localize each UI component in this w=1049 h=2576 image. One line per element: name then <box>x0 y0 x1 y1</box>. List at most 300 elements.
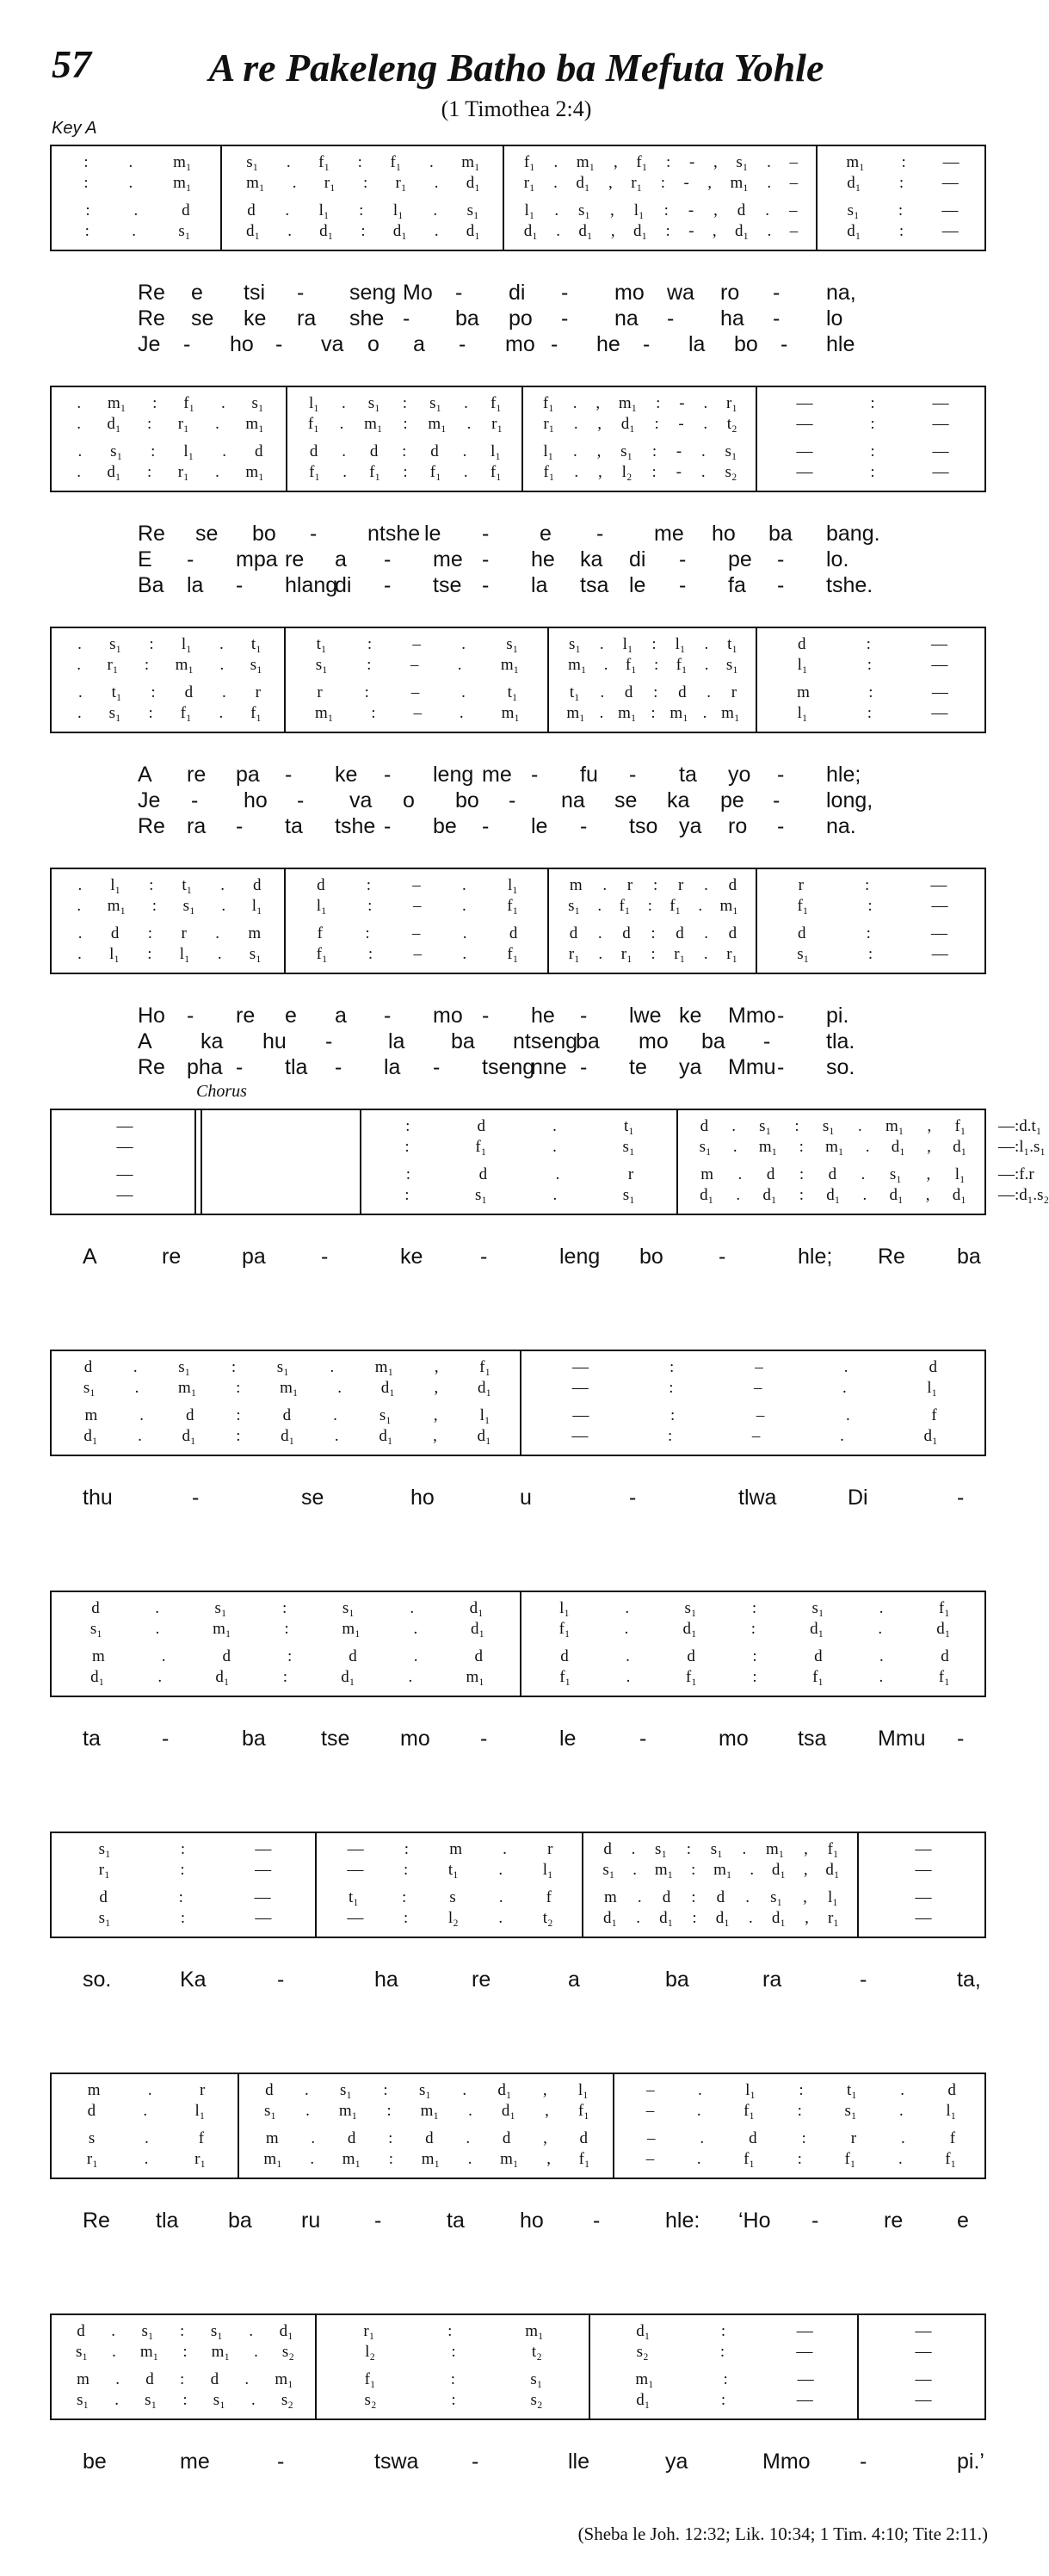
solfa-token: - <box>688 153 695 171</box>
solfa-token: s₁ <box>264 2102 277 2120</box>
solfa-token: d₁ <box>279 2322 293 2340</box>
solfa-token: m₁ <box>466 1668 484 1686</box>
solfa-token: d <box>737 201 746 219</box>
measure-notes <box>64 2081 229 2100</box>
lyric-syllable: le <box>559 1727 577 1751</box>
solfa-token: , <box>434 1358 439 1376</box>
solfa-token: d₁ <box>281 1427 295 1445</box>
solfa-token: – <box>645 2102 655 2120</box>
measure-notes <box>688 1138 978 1157</box>
solfa-token: s₁ <box>684 1599 697 1617</box>
hymn-number: 57 <box>52 42 91 86</box>
solfa-token: — <box>942 153 960 171</box>
measure-notes <box>532 1379 978 1398</box>
solfa-token: . <box>77 415 81 433</box>
solfa-token: s₁ <box>214 1599 227 1617</box>
solfa-token: s₁ <box>655 1840 668 1858</box>
solfa-token: f₁ <box>309 463 321 481</box>
solfa-token: : <box>451 2391 456 2409</box>
solfa-token: . <box>304 2081 309 2099</box>
solfa-token: – <box>413 945 423 963</box>
solfa-token: : <box>719 2343 725 2361</box>
solfa-token: : <box>868 683 873 701</box>
voice-part-line <box>52 897 984 917</box>
solfa-token: . <box>861 1165 866 1183</box>
lyric-syllable: - <box>773 788 781 812</box>
solfa-token: — <box>116 1165 133 1183</box>
solfa-token: m₁ <box>576 153 595 171</box>
measure-notes <box>688 1165 978 1184</box>
solfa-token: l₁ <box>577 2081 589 2099</box>
solfa-token: l₁ <box>675 635 686 653</box>
measure-notes <box>64 2102 229 2121</box>
lyric-syllable: tlwa <box>738 1486 777 1510</box>
solfa-token: . <box>462 442 467 460</box>
solfa-token: d₁ <box>466 174 480 192</box>
solfa-token: s₁ <box>822 1117 835 1135</box>
solfa-token: l₂ <box>447 1909 459 1927</box>
solfa-token: . <box>603 656 608 674</box>
solfa-token: m₁ <box>501 704 520 722</box>
measure-notes <box>64 876 275 895</box>
solfa-token: . <box>858 1117 862 1135</box>
measure-notes <box>250 2150 604 2169</box>
measure-notes <box>232 153 494 172</box>
solfa-token: : <box>359 201 364 219</box>
lyric-syllable: la <box>384 1055 401 1079</box>
lyric-syllable: - <box>384 573 392 597</box>
solfa-token: s₁ <box>530 2370 543 2388</box>
lyric-syllable: yo <box>728 763 751 787</box>
solfa-token: . <box>77 683 83 701</box>
solfa-token: — <box>931 704 948 722</box>
measure-notes <box>64 1620 511 1639</box>
solfa-token: s₁ <box>77 2391 89 2409</box>
solfa-token: m <box>700 1165 714 1183</box>
lyric-syllable: ho <box>520 2208 544 2233</box>
lyric-syllable: - <box>860 2449 867 2474</box>
lyric-syllable: a <box>335 1004 347 1028</box>
voice-part-line <box>52 1358 984 1379</box>
solfa-token: : <box>665 222 670 240</box>
solfa-token: . <box>600 683 605 701</box>
solfa-token: f₁ <box>844 2150 856 2168</box>
music-system <box>50 868 986 974</box>
solfa-token: , <box>433 1406 438 1424</box>
measure-notes <box>372 1138 668 1157</box>
solfa-token: s₁ <box>429 394 442 412</box>
solfa-token: s₁ <box>250 656 262 674</box>
solfa-token: f₁ <box>429 463 441 481</box>
solfa-token: f₁ <box>744 2150 756 2168</box>
solfa-token: s₁ <box>759 1117 772 1135</box>
solfa-token: : <box>666 153 671 171</box>
lyric-syllable: - <box>335 1055 342 1079</box>
solfa-token: : <box>182 2343 188 2361</box>
solfa-token: — <box>941 174 959 192</box>
solfa-token: f₁ <box>542 394 554 412</box>
solfa-token: : <box>865 876 870 894</box>
lyric-syllable: re <box>285 547 305 571</box>
solfa-token: f₁ <box>577 2102 589 2120</box>
solfa-token: . <box>552 1138 557 1156</box>
solfa-token: . <box>745 1888 750 1906</box>
solfa-token: m₁ <box>211 2343 231 2361</box>
lyric-syllable: - <box>580 814 588 838</box>
solfa-token: . <box>632 1861 637 1879</box>
lyric-syllable: se <box>301 1486 324 1510</box>
measure-notes <box>594 1861 848 1880</box>
solfa-token: f₁ <box>954 1117 966 1135</box>
lyric-syllable: o <box>403 788 415 812</box>
solfa-token: m₁ <box>566 704 585 722</box>
lyric-syllable: Re <box>138 814 165 838</box>
measure-notes <box>64 222 212 241</box>
solfa-token: m₁ <box>719 897 738 915</box>
solfa-token: . <box>249 2322 254 2340</box>
solfa-token: f₁ <box>744 2102 756 2120</box>
solfa-token: d₁ <box>735 222 750 240</box>
solfa-token: . <box>292 174 297 192</box>
solfa-token: m₁ <box>721 704 740 722</box>
voice-part-line <box>52 1909 984 1930</box>
measure-notes <box>296 704 539 723</box>
solfa-token: . <box>134 1379 139 1397</box>
solfa-token: : <box>404 1186 410 1204</box>
lyric-syllable: ta <box>679 763 697 787</box>
solfa-token: : <box>867 945 873 963</box>
solfa-token: . <box>631 1840 636 1858</box>
solfa-token: : <box>182 2391 188 2409</box>
lyric-syllable: ba <box>701 1029 725 1053</box>
lyric-syllable: tsa <box>580 573 609 597</box>
lyric-syllable: mo <box>639 1029 669 1053</box>
solfa-token: : <box>149 635 154 653</box>
solfa-token: t₁ <box>1031 1117 1042 1135</box>
solfa-token: f₁ <box>578 2150 590 2168</box>
solfa-token: : <box>752 1647 757 1665</box>
measure-notes <box>64 1358 511 1377</box>
solfa-token: . <box>749 1909 753 1927</box>
solfa-token: . <box>461 876 466 894</box>
lyric-syllable: a <box>568 1968 580 1992</box>
solfa-token: d <box>687 1647 695 1665</box>
solfa-token: m <box>569 876 583 894</box>
measure-notes <box>64 683 275 702</box>
solfa-token: s₁ <box>736 153 749 171</box>
solfa-token: : <box>366 876 372 894</box>
solfa-token: f₁ <box>685 1668 697 1686</box>
lyric-syllable: A <box>138 763 152 787</box>
solfa-token: — <box>930 635 947 653</box>
lyric-syllable: he <box>531 547 555 571</box>
voice-part-line <box>52 2102 984 2122</box>
voice-parts <box>52 1351 984 1455</box>
lyric-syllable: - <box>596 522 604 546</box>
solfa-token: m₁ <box>342 2150 361 2168</box>
music-system <box>50 2313 986 2420</box>
voice-part-line <box>52 1138 1046 1158</box>
solfa-token: d₁ <box>923 1427 938 1445</box>
lyric-syllable: she <box>349 306 385 330</box>
solfa-token: , <box>597 463 602 481</box>
solfa-token: l₁ <box>542 1861 553 1879</box>
solfa-token: m₁ <box>245 415 264 433</box>
solfa-token: : <box>364 683 369 701</box>
lyric-syllable: he <box>596 332 620 356</box>
lyric-line <box>0 2449 1033 2475</box>
solfa-token: r <box>317 683 323 701</box>
lyric-syllable: - <box>480 1727 488 1751</box>
solfa-token: — <box>796 2343 813 2361</box>
solfa-token: f₁ <box>625 656 637 674</box>
measure-notes <box>250 2129 604 2148</box>
lyric-syllable: - <box>509 788 516 812</box>
solfa-token: . <box>434 222 439 240</box>
solfa-token: r₁ <box>827 1909 839 1927</box>
solfa-token: s₁ <box>1033 1138 1046 1156</box>
solfa-token: m₁ <box>525 2322 544 2340</box>
lyric-syllable: - <box>580 1055 588 1079</box>
measure-notes <box>64 1117 186 1136</box>
lyric-syllable: lwe <box>629 1004 662 1028</box>
voice-part-line <box>52 2343 984 2363</box>
solfa-token: - <box>688 201 694 219</box>
solfa-token: . <box>698 897 703 915</box>
solfa-token: : <box>371 704 376 722</box>
solfa-token: : <box>651 463 657 481</box>
solfa-token: t₁ <box>846 2081 857 2099</box>
lyric-syllable: - <box>580 1004 588 1028</box>
solfa-token: m <box>87 2081 101 2099</box>
solfa-token: — <box>998 1138 1015 1156</box>
solfa-token: s₁ <box>249 945 262 963</box>
lyric-syllable: di <box>509 281 526 305</box>
solfa-token: s₁ <box>145 2391 157 2409</box>
solfa-token: l₁ <box>954 1165 966 1183</box>
solfa-token: l₁ <box>633 201 645 219</box>
lyric-syllable: - <box>482 522 490 546</box>
lyric-syllable: tsi <box>244 281 265 305</box>
solfa-token: d₁ <box>633 222 648 240</box>
measure-notes <box>625 2102 978 2121</box>
solfa-token: – <box>789 174 799 192</box>
lyric-syllable: pha <box>187 1055 223 1079</box>
solfa-token: r₁ <box>674 945 686 963</box>
solfa-token: , <box>713 201 718 219</box>
measure-notes <box>372 1117 668 1136</box>
solfa-token: — <box>796 394 813 412</box>
lyric-syllable: pa <box>242 1245 266 1269</box>
voice-parts <box>52 869 984 973</box>
solfa-token: r <box>850 2129 857 2147</box>
solfa-token: — <box>347 1840 364 1858</box>
measure-notes <box>869 2370 978 2389</box>
lyric-syllable: ta, <box>957 1968 981 1992</box>
solfa-token: f₁ <box>559 1668 571 1686</box>
solfa-token: : <box>723 2370 728 2388</box>
lyric-syllable: Mmu <box>728 1055 776 1079</box>
voice-part-line <box>52 174 984 195</box>
lyric-syllable: - <box>777 814 785 838</box>
solfa-token: d <box>502 2129 511 2147</box>
measure-notes <box>515 222 807 241</box>
solfa-token: l₁ <box>797 656 808 674</box>
solfa-token: . <box>767 222 772 240</box>
voice-part-line <box>52 945 984 966</box>
solfa-token: . <box>900 2081 904 2099</box>
solfa-token: . <box>1033 1186 1038 1204</box>
solfa-token: — <box>941 201 959 219</box>
solfa-token: d₁ <box>826 1186 841 1204</box>
solfa-token: . <box>704 876 708 894</box>
solfa-token: , <box>542 2081 547 2099</box>
lyric-syllable: tshe <box>335 814 376 838</box>
solfa-token: : <box>752 1668 757 1686</box>
solfa-token: . <box>215 415 219 433</box>
lyric-syllable: tswa <box>374 2449 419 2474</box>
lyric-syllable: ke <box>335 763 358 787</box>
solfa-token: . <box>157 1668 163 1686</box>
lyric-syllable: o <box>367 332 379 356</box>
measure-notes <box>559 656 747 675</box>
solfa-token: . <box>463 463 468 481</box>
solfa-token: . <box>707 683 712 701</box>
measure-notes <box>998 1186 1049 1205</box>
solfa-token: . <box>222 683 226 701</box>
solfa-token: . <box>625 1599 630 1617</box>
measure-notes <box>768 394 978 413</box>
lyric-syllable: la <box>187 573 204 597</box>
solfa-token: r₁ <box>523 174 535 192</box>
lyric-syllable: mpa <box>236 547 278 571</box>
solfa-token: : <box>405 1117 410 1135</box>
solfa-token: m₁ <box>618 704 637 722</box>
measure-notes <box>64 394 277 413</box>
solfa-token: . <box>286 153 291 171</box>
solfa-token: , <box>712 222 717 240</box>
solfa-token: r₁ <box>395 174 407 192</box>
solfa-token: . <box>843 1358 848 1376</box>
lyric-line <box>0 814 1033 840</box>
lyric-syllable: pa <box>236 763 260 787</box>
solfa-token: d <box>728 924 737 942</box>
lyric-syllable: tla <box>285 1055 308 1079</box>
solfa-token: — <box>255 1861 272 1879</box>
voice-part-line <box>52 635 984 656</box>
measure-notes <box>998 1117 1042 1136</box>
solfa-token: : <box>898 174 904 192</box>
voice-part-line <box>52 683 984 704</box>
lyric-syllable: re <box>472 1968 491 1992</box>
solfa-token: d <box>222 1647 231 1665</box>
solfa-token: . <box>285 201 290 219</box>
solfa-token: . <box>337 1379 342 1397</box>
solfa-token: l₁ <box>927 1379 938 1397</box>
measure-notes <box>64 1165 186 1184</box>
solfa-token: , <box>925 1186 930 1204</box>
solfa-token: r₁ <box>177 415 189 433</box>
solfa-token: : <box>403 1861 409 1879</box>
lyric-syllable: - <box>285 763 293 787</box>
lyric-syllable: - <box>459 332 466 356</box>
solfa-token: . <box>410 1599 415 1617</box>
solfa-token: t₁ <box>507 683 518 701</box>
lyric-syllable: - <box>777 1004 785 1028</box>
measure-notes <box>532 1668 978 1687</box>
solfa-token: m₁ <box>107 394 126 412</box>
solfa-token: m <box>604 1888 617 1906</box>
solfa-token: . <box>461 897 466 915</box>
solfa-token: s₁ <box>568 635 581 653</box>
lyric-syllable: ta <box>447 2208 465 2233</box>
solfa-token: : <box>651 945 656 963</box>
solfa-token: . <box>429 153 434 171</box>
solfa-token: . <box>703 394 708 412</box>
lyric-syllable: so. <box>826 1055 855 1079</box>
solfa-token: . <box>742 1840 747 1858</box>
solfa-token: d₁ <box>523 222 538 240</box>
lyric-syllable: la <box>531 573 548 597</box>
solfa-token: d₁ <box>810 1620 824 1638</box>
lyric-syllable: - <box>777 573 785 597</box>
solfa-token: r <box>1028 1165 1034 1183</box>
solfa-token: — <box>255 1909 272 1927</box>
solfa-token: : <box>866 635 871 653</box>
solfa-token: s₁ <box>182 897 195 915</box>
solfa-token: . <box>462 945 467 963</box>
solfa-token: : <box>402 442 407 460</box>
lyric-syllable: la <box>388 1029 405 1053</box>
solfa-token: d₁ <box>83 1427 98 1445</box>
lyric-syllable: pe <box>728 547 752 571</box>
solfa-token: m₁ <box>766 1840 785 1858</box>
lyric-syllable: le <box>629 573 646 597</box>
measure-notes <box>534 442 747 461</box>
solfa-token: . <box>139 1406 144 1424</box>
measure-notes <box>828 153 978 172</box>
solfa-token: . <box>413 1647 418 1665</box>
measure-notes <box>768 683 978 702</box>
voice-part-line <box>52 1406 984 1427</box>
lyric-syllable: - <box>629 1486 637 1510</box>
solfa-token: r₁ <box>631 174 643 192</box>
solfa-token: l₂ <box>365 2343 376 2361</box>
measure-notes <box>64 1379 511 1398</box>
lyric-syllable: ho <box>244 788 268 812</box>
solfa-token: d <box>622 924 631 942</box>
lyric-syllable: - <box>531 763 539 787</box>
solfa-token: . <box>220 876 225 894</box>
lyric-syllable: hlang <box>285 573 338 597</box>
solfa-token: d₁ <box>771 1861 787 1879</box>
lyric-syllable: - <box>384 547 392 571</box>
lyric-syllable: hle; <box>826 763 861 787</box>
measure-notes <box>64 2343 306 2362</box>
solfa-token: l₁ <box>110 876 121 894</box>
lyric-syllable: - <box>297 281 305 305</box>
lyric-syllable: be <box>83 2449 107 2474</box>
solfa-token: . <box>155 1620 160 1638</box>
solfa-token: t₁ <box>349 1888 359 1906</box>
voice-part-line <box>52 1647 984 1668</box>
lyric-syllable: - <box>275 332 283 356</box>
solfa-token: r₁ <box>194 2150 207 2168</box>
solfa-token: d <box>947 2081 956 2099</box>
solfa-token: d <box>317 876 325 894</box>
solfa-token: : <box>797 2150 802 2168</box>
lyric-syllable: - <box>433 1055 441 1079</box>
